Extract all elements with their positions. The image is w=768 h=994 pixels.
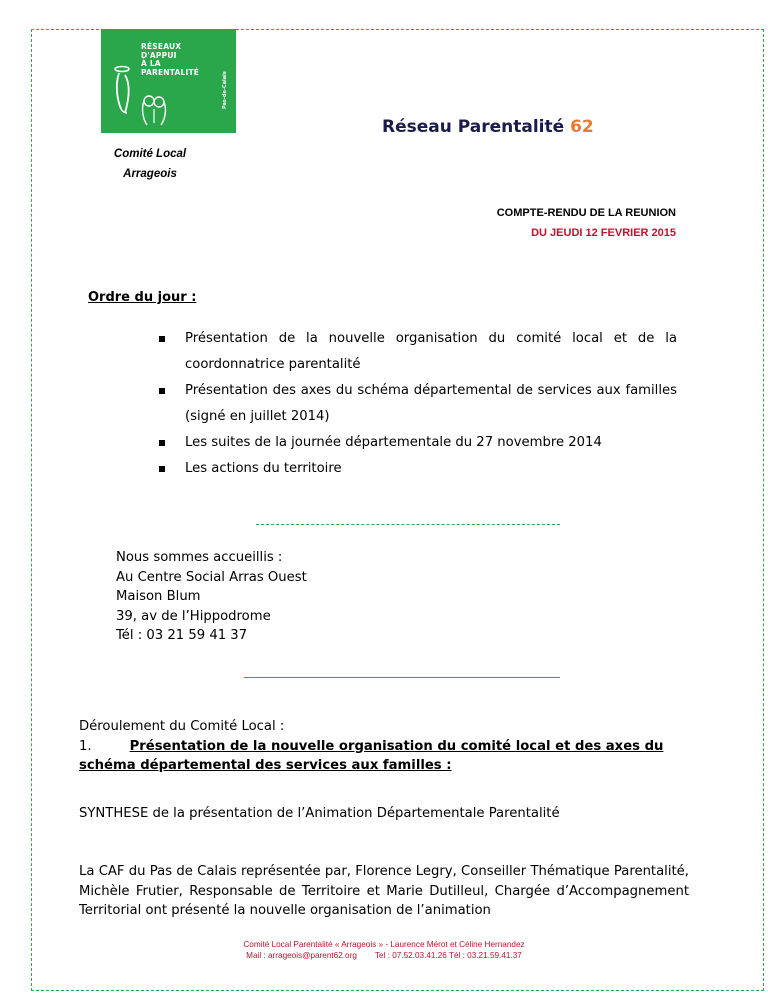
agenda-item-text: Les actions du territoire (185, 461, 342, 476)
address-line: Maison Blum (116, 589, 201, 604)
agenda-item (159, 430, 677, 456)
solid-divider (244, 677, 560, 678)
logo-line: RÉSEAUX (141, 42, 182, 51)
agenda-item (159, 326, 677, 378)
address-line: Nous sommes accueillis : (116, 550, 283, 565)
address-line: 39, av de l’Hippodrome (116, 608, 271, 624)
agenda-title: Ordre du jour : (88, 290, 197, 305)
network-name: Réseau Parentalité (382, 117, 565, 137)
section-title: Présentation de la nouvelle organisation du comité local et des axes du schéma départemental des services aux familles : (79, 738, 664, 773)
address-line: Tél : 03 21 59 41 37 (116, 628, 248, 643)
agenda-item (159, 456, 677, 482)
bullet-icon (159, 466, 165, 472)
dashed-divider (256, 524, 560, 525)
agenda-item-text: Présentation de la nouvelle organisation du comité local et de la coordonnatrice parentalité (185, 331, 677, 372)
committee-label (88, 144, 212, 184)
bullet-icon (159, 440, 165, 446)
logo-side-text: Pas-de-Calais (222, 71, 228, 109)
footer-contacts: Comité Local Parentalité « Arrageois » - Laurence Mérot et Céline Hernandez (243, 940, 525, 949)
proceedings-intro (79, 717, 689, 776)
report-date: DU JEUDI 12 FEVRIER 2015 (531, 227, 676, 239)
logo-line: D'APPUI (141, 50, 177, 60)
synthesis-line: SYNTHESE de la présentation de l’Animation Départementale Parentalité (79, 806, 560, 821)
logo-line: À LA (141, 59, 161, 68)
proceedings-label: Déroulement du Comité Local : (79, 719, 285, 734)
address-line: Au Centre Social Arras Ouest (116, 569, 307, 585)
section-heading (79, 737, 689, 776)
reseaux-logo (101, 29, 236, 133)
committee-line1: Comité Local (113, 148, 187, 160)
agenda-item-text: Présentation des axes du schéma départemental de services aux familles (signé en juillet 2014) (185, 383, 677, 424)
venue-address (116, 548, 307, 646)
agenda-item-text: Les suites de la journée départementale du 27 novembre 2014 (185, 435, 602, 450)
network-title (382, 117, 594, 137)
caf-paragraph: La CAF du Pas de Calais représentée par, Florence Legry, Conseiller Thématique Parentalité, Michèle Frutier, Responsable de Territoire et Marie Dutilleul, Chargée d’Accompagnement Territorial ont présenté la nouvelle organisation de l’animation (79, 864, 689, 918)
bullet-icon (159, 388, 165, 394)
network-number: 62 (570, 117, 594, 137)
report-title: COMPTE-RENDU DE LA REUNION (496, 207, 676, 219)
agenda-list (159, 326, 677, 482)
agenda-item (159, 378, 677, 430)
logo-line: PARENTALITÉ (141, 67, 200, 77)
committee-line2: Arrageois (123, 168, 177, 180)
section-number: 1. (79, 738, 92, 754)
footer-phone-mail: Mail : arrageois@parent62.org Tel : 07.52.03.41.26 Tél : 03.21.59.41.37 (246, 951, 522, 960)
bullet-icon (159, 336, 165, 342)
